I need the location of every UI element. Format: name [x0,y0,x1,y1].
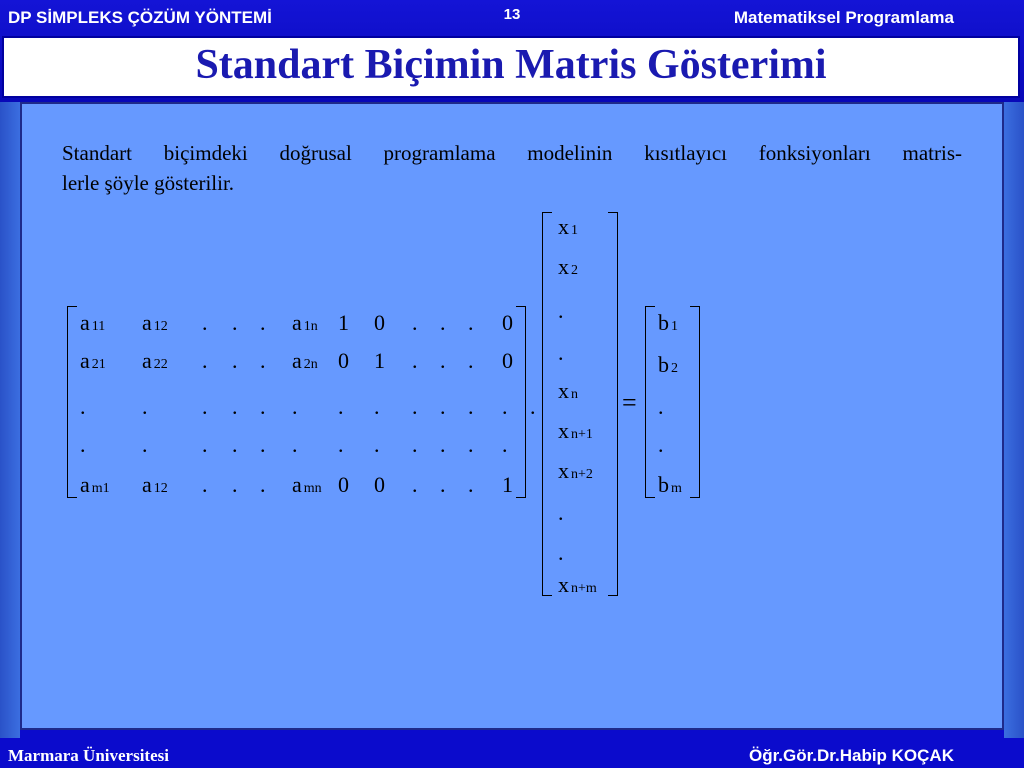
vector-x-cell: x 2 [558,254,578,279]
paragraph-line-1: Standart biçimdeki doğrusal programlama modelinin kısıtlayıcı fonksiyonları matris- [62,141,962,165]
matrix-a-cell: . [202,394,208,419]
matrix-a-cell: . [202,472,208,497]
matrix-a-cell: . [440,472,446,497]
matrix-a-cell: am1 [80,472,110,497]
vector-x-cell: . [558,340,564,365]
matrix-a-cell: . [80,394,86,419]
matrix-a-cell: . [260,394,266,419]
vector-b-right-bracket [690,306,700,498]
vector-b-cell: . [658,394,664,419]
title-box [2,36,1020,98]
matrix-a-cell: . [292,394,298,419]
vector-x-cell: xn+2 [558,458,593,483]
matrix-a-cell: . [202,348,208,373]
header-course-title: DP SİMPLEKS ÇÖZÜM YÖNTEMİ [8,8,272,27]
footer-author: Öğr.Gör.Dr.Habip KOÇAK [749,746,954,765]
matrix-a-cell: 1 [338,310,349,335]
matrix-a-cell: . [232,394,238,419]
vector-b-left-bracket [645,306,655,498]
matrix-a-cell: . [502,432,508,457]
footer-university: Marmara Üniversitesi [8,746,169,765]
matrix-a-cell: amn [292,472,322,497]
matrix-a-cell: . [338,394,344,419]
vector-x-cell: xn [558,378,578,403]
matrix-a-cell: . [260,348,266,373]
matrix-a-cell: 0 [374,472,385,497]
matrix-a-cell: a 2n [292,348,318,373]
matrix-a-cell: . [440,348,446,373]
vector-b-cell: bm [658,472,682,497]
matrix-a-cell: . [232,348,238,373]
matrix-a-cell: 0 [502,348,513,373]
vector-x-left-bracket [542,212,552,596]
matrix-a-cell: 1 [502,472,513,497]
matrix-a-cell: a 21 [80,348,106,373]
matrix-a-cell: 1 [374,348,385,373]
matrix-a-cell: . [232,472,238,497]
paragraph-line-2: lerle şöyle gösterilir. [62,171,235,195]
left-border [0,102,20,738]
slide-title: Standart Biçimin Matris Gösterimi [195,42,827,88]
matrix-a-cell: . [80,432,86,457]
matrix-a-cell: a 11 [80,310,106,335]
matrix-a-cell: . [468,432,474,457]
matrix-a-cell: . [440,432,446,457]
matrix-a-cell: . [468,394,474,419]
matrix-a-cell: . [202,432,208,457]
matrix-a-cell: . [202,310,208,335]
matrix-a-cell: . [412,310,418,335]
matrix-a-cell: . [468,472,474,497]
matrix-a-cell: . [232,310,238,335]
matrix-a-cell: 0 [374,310,385,335]
matrix-a-cell: 0 [338,348,349,373]
matrix-a-cell: a 12 [142,310,168,335]
matrix-a-cell: . [440,394,446,419]
header-bar [0,0,1024,102]
matrix-a-cell: . [292,432,298,457]
matrix-a-cell: . [260,432,266,457]
vector-b-cell: b 2 [658,352,678,377]
matrix-a-cell: . [468,310,474,335]
matrix-a-cell: . [260,310,266,335]
vector-x-cell: x 1 [558,214,578,239]
header-subject: Matematiksel Programlama [733,8,954,27]
intro-paragraph [62,138,962,198]
matrix-a-cell: . [338,432,344,457]
matrix-a-cell: . [412,348,418,373]
matrix-a-cell: 0 [502,310,513,335]
matrix-a-left-bracket [67,306,77,498]
matrix-a-cell: 0 [338,472,349,497]
footer-bar [0,738,1024,768]
vector-b-cell: . [658,432,664,457]
matrix-a-cell: . [412,394,418,419]
slide-content [20,102,1004,730]
matrix-a-right-bracket [516,306,526,498]
page-number: 13 [503,6,521,23]
matrix-a-cell: . [260,472,266,497]
matrix-a-cell: . [374,394,380,419]
matrix-a-cell: . [412,472,418,497]
equals-sign: = [622,388,637,417]
matrix-a-cell: a 22 [142,348,168,373]
vector-x-cell: xn+m [558,572,597,597]
matrix-a-cell: . [142,394,148,419]
matrix-a-cell: . [468,348,474,373]
vector-x-right-bracket [608,212,618,596]
vector-b-cell: b 1 [658,310,678,335]
vector-x-cell: . [558,500,564,525]
matrix-a-trailing-dot: . [530,394,536,419]
matrix-a-cell: . [502,394,508,419]
vector-x-cell: . [558,298,564,323]
matrix-a-cell: a 1n [292,310,318,335]
matrix-a-cell: . [440,310,446,335]
vector-x-cell: xn+1 [558,418,593,443]
matrix-a-cell: . [232,432,238,457]
matrix-a-cell: . [374,432,380,457]
matrix-a-cell: . [412,432,418,457]
matrix-a-cell: . [142,432,148,457]
vector-x-cell: . [558,540,564,565]
right-border [1004,102,1024,738]
matrix-a-cell: a 12 [142,472,168,497]
